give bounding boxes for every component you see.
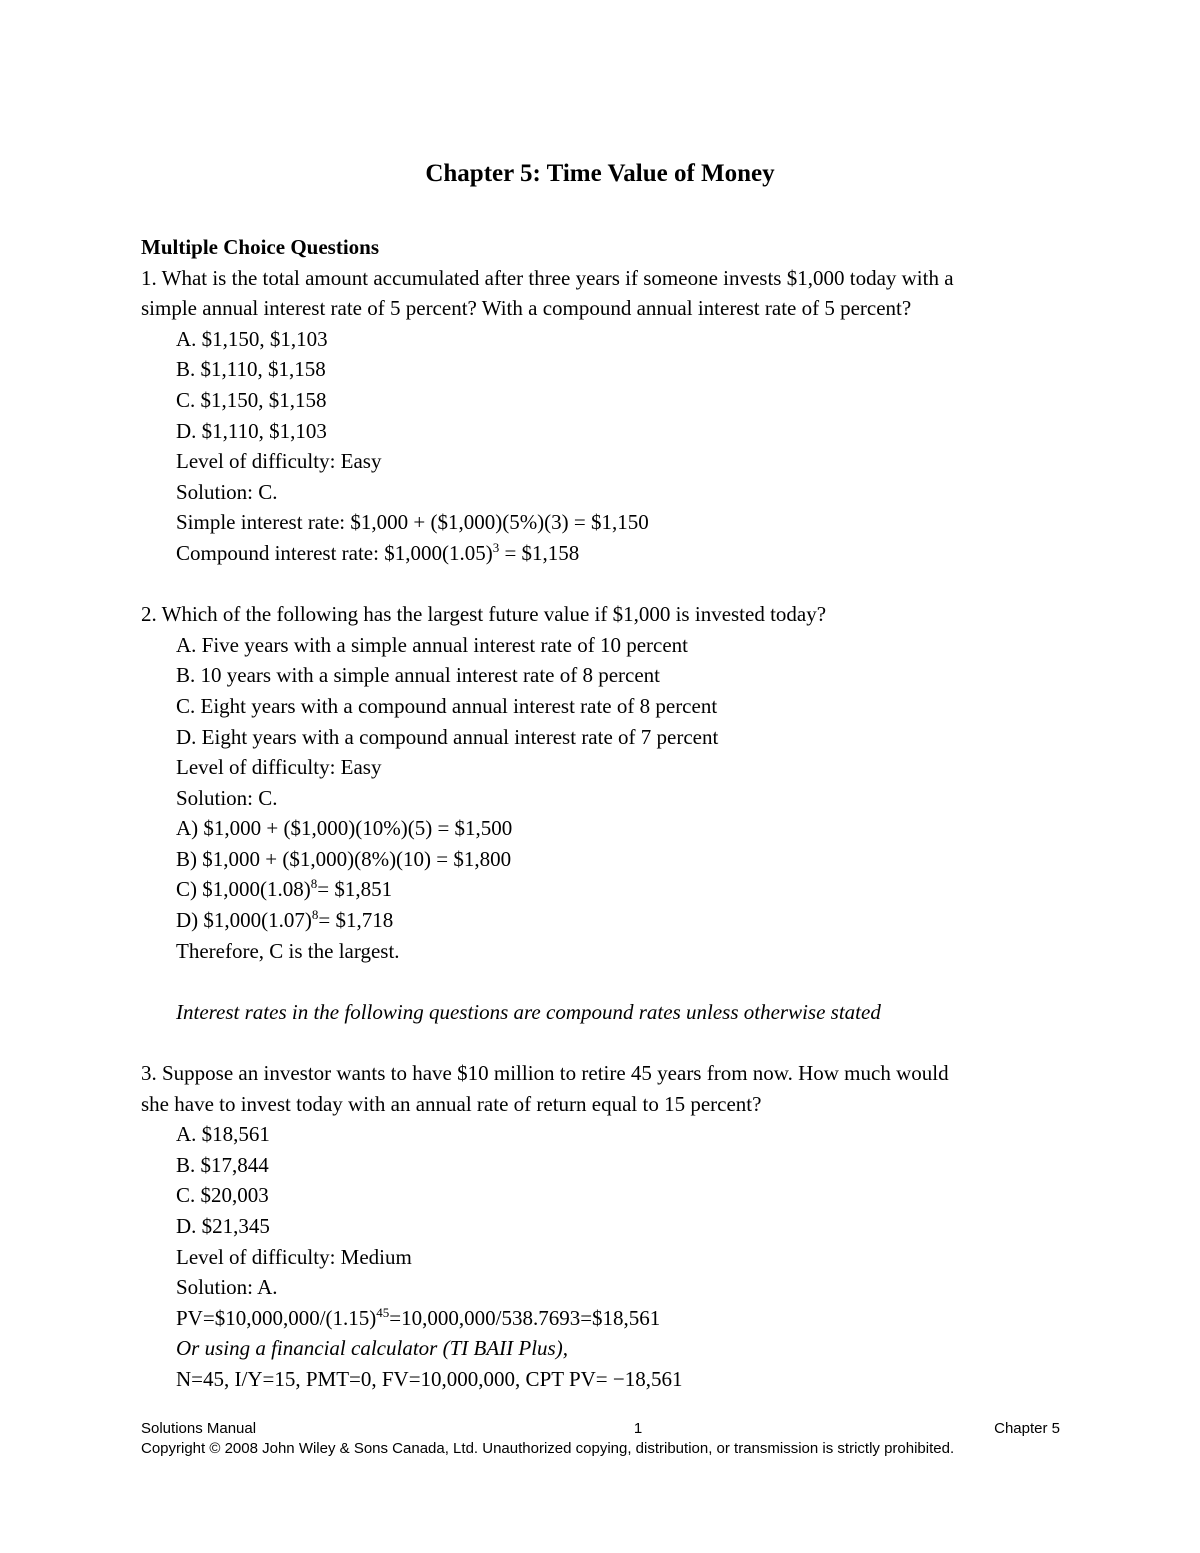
question-stem: simple annual interest rate of 5 percent? With a compound annual interest rate of 5 percent? (141, 296, 912, 321)
answer-option-c: C. Eight years with a compound annual interest rate of 8 percent (176, 693, 718, 718)
document-body (141, 232, 1071, 1395)
question-1 (141, 263, 1071, 569)
exponent: 8 (310, 876, 318, 892)
difficulty-level: Level of difficulty: Easy (176, 755, 382, 780)
solution-answer: Solution: A. (176, 1275, 278, 1300)
footer-left: Solutions Manual (141, 1420, 257, 1437)
question-2 (141, 599, 1071, 966)
solution-work: D) $\$1,000(1.07)^8=$ $1,718 (176, 907, 394, 933)
section-heading: Multiple Choice Questions (141, 235, 380, 259)
question-stem: 1. What is the total amount accumulated after three years if someone invests $1,000 today with a (141, 265, 954, 290)
answer-option-c: C. $20,003 (176, 1183, 269, 1208)
solution-work: A) $1,000 + ($1,000)(10%)(5) = $1,500 (176, 816, 513, 841)
solution-work: B) $1,000 + ($1,000)(8%)(10) = $1,800 (176, 846, 512, 871)
calculator-keystrokes: N=45, I/Y=15, PMT=0, FV=10,000,000, CPT PV= −18,561 (176, 1366, 683, 1391)
compound-rate-note: Interest rates in the following questions are compound rates unless otherwise stated (176, 999, 881, 1024)
solution-work: $PV=\$10,000,000/(1.15)^{45}=10,000,000/538.7693=\$18,561$ (176, 1304, 661, 1330)
solution-answer: Solution: C. (176, 479, 278, 504)
solution-work: Compound interest rate: $\$1,000(1.05)^3$ = $1,158 (176, 539, 580, 565)
answer-option-d: D. $21,345 (176, 1214, 270, 1238)
answer-option-a: A. Five years with a simple annual interest rate of 10 percent (176, 632, 688, 657)
difficulty-level: Level of difficulty: Medium (176, 1244, 412, 1269)
page-title: Chapter 5: Time Value of Money (425, 160, 775, 187)
answer-option-c: C. $1,150, $1,158 (176, 387, 327, 412)
page-number: 1 (633, 1420, 643, 1437)
solution-work: Simple interest rate: $1,000 + ($1,000)(5%)(3) = $1,150 (176, 510, 649, 535)
answer-option-d: D. $1,110, $1,103 (176, 418, 327, 443)
solution-conclusion: Therefore, C is the largest. (176, 938, 400, 963)
exponent: 3 (492, 539, 500, 555)
answer-option-b: B. 10 years with a simple annual interest rate of 8 percent (176, 663, 661, 688)
exponent: 45 (376, 1304, 390, 1320)
question-stem: 2. Which of the following has the largest future value if $1,000 is invested today? (141, 602, 827, 627)
answer-option-a: A. $1,150, $1,103 (176, 326, 328, 351)
difficulty-level: Level of difficulty: Easy (176, 449, 382, 474)
page-footer (141, 1420, 1060, 1438)
spacer (141, 569, 1071, 600)
answer-option-a: A. $18,561 (176, 1122, 270, 1147)
answer-option-b: B. $17,844 (176, 1152, 269, 1177)
answer-option-b: B. $1,110, $1,158 (176, 357, 326, 382)
exponent: 8 (311, 907, 319, 923)
answer-option-d: D. Eight years with a compound annual interest rate of 7 percent (176, 724, 719, 749)
question-stem: she have to invest today with an annual rate of return equal to 15 percent? (141, 1091, 762, 1116)
solution-answer: Solution: C. (176, 785, 278, 810)
calculator-note: Or using a financial calculator (TI BAII Plus), (176, 1336, 568, 1361)
footer-right: Chapter 5 (994, 1420, 1060, 1437)
spacer (141, 1027, 1071, 1058)
copyright-notice: Copyright © 2008 John Wiley & Sons Canada, Ltd. Unauthorized copying, distribution, or transmission is strictly prohibited. (141, 1440, 955, 1457)
question-3 (141, 1058, 1071, 1395)
solution-work: C) $\$1,000(1.08)^8=$ $1,851 (176, 876, 393, 902)
spacer (141, 966, 1071, 997)
question-stem: 3. Suppose an investor wants to have $10 million to retire 45 years from now. How much would (141, 1061, 949, 1086)
